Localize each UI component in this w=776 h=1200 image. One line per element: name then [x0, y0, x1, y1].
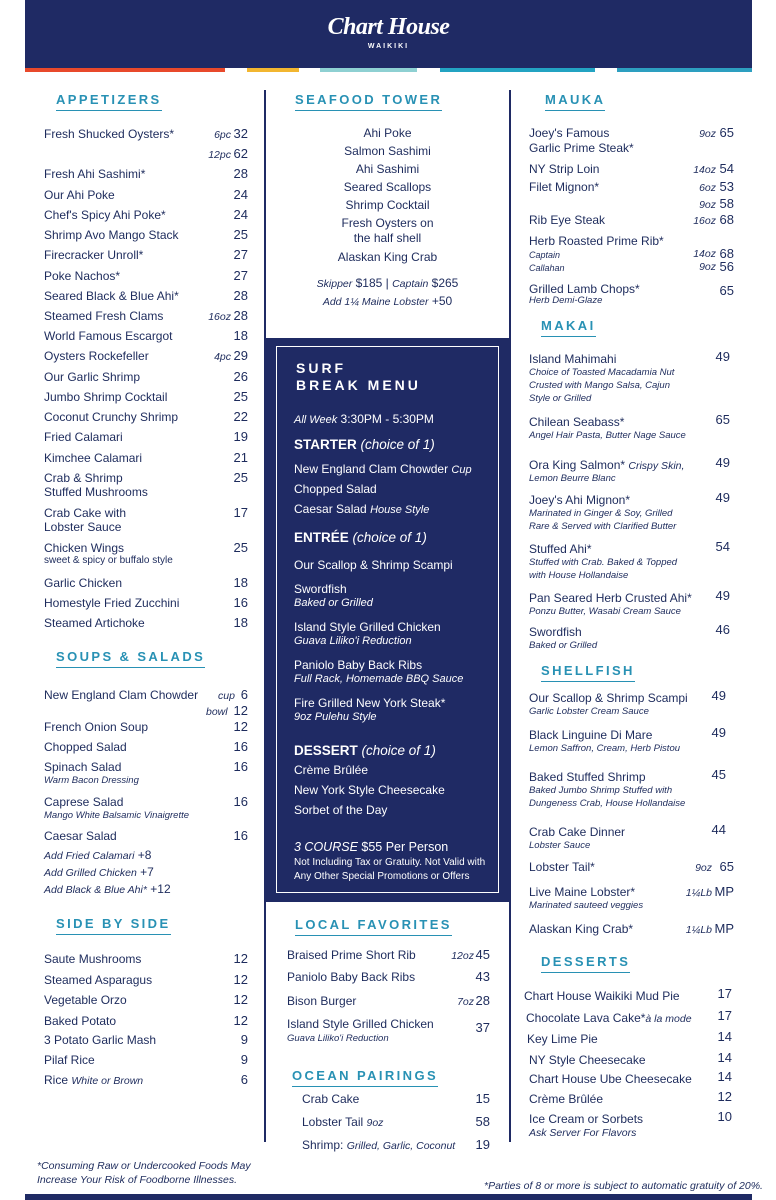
color-stripe-teal: [440, 68, 595, 72]
surf-hours: All Week 3:30PM - 5:30PM: [294, 412, 434, 426]
item-price: 16: [233, 759, 248, 774]
menu-item: [526, 1011, 692, 1026]
item-price: 27: [233, 247, 248, 262]
menu-item-name: Baked Stuffed Shrimp: [529, 770, 646, 784]
tower-item: Shrimp Cocktail: [345, 198, 430, 212]
menu-item: [529, 625, 582, 639]
brand-logo: Chart House: [327, 14, 450, 40]
item-price: 65: [719, 125, 734, 140]
menu-item-description: Warm Bacon Dressing: [44, 775, 139, 786]
color-stripe-blue: [617, 68, 752, 72]
menu-item-name: Grilled Lamb Chops*: [529, 282, 640, 296]
item-price: 21: [233, 450, 248, 465]
surf-title: SURF: [296, 360, 347, 376]
menu-item-name: Bison Burger: [287, 994, 357, 1008]
addon-name: Add Fried Calamari: [44, 850, 135, 862]
starter-item-name: New England Clam Chowder: [294, 462, 449, 476]
addon-price: +12: [150, 882, 171, 896]
entree-item-name: Fire Grilled New York Steak*: [294, 696, 446, 710]
menu-item: [529, 1072, 692, 1086]
menu-item-name: Firecracker Unroll*: [44, 248, 144, 262]
item-price: 43: [475, 969, 490, 984]
menu-item-name: Chilean Seabass*: [529, 415, 625, 429]
starter-item-note: House Style: [370, 504, 430, 516]
item-price: 12: [717, 1089, 732, 1104]
item-price: 9: [240, 1032, 248, 1047]
item-price: 12: [233, 951, 248, 966]
item-price: 12: [233, 992, 248, 1007]
size-label: 9oz: [699, 261, 716, 273]
item-price: 19: [233, 429, 248, 444]
footer-disclaimer: *Consuming Raw or Undercooked Foods May: [37, 1160, 251, 1172]
item-price: 37: [475, 1020, 490, 1035]
menu-item: [529, 493, 630, 507]
menu-item: [44, 1014, 116, 1028]
entree-item-name: Island Style Grilled Chicken: [294, 620, 441, 634]
entree-item-name: Paniolo Baby Back Ribs: [294, 658, 423, 672]
size-label: 12pc: [208, 149, 231, 161]
tower-item: Salmon Sashimi: [344, 144, 431, 158]
tower-item: Ahi Sashimi: [355, 162, 420, 176]
starter-item: [294, 482, 377, 496]
item-price: 68: [719, 246, 734, 261]
menu-item-name: Ora King Salmon*: [529, 458, 626, 472]
section-title-side-by-side: SIDE BY SIDE: [56, 916, 171, 931]
menu-item-description: Ask Server For Flavors: [529, 1127, 637, 1139]
menu-item-name: Steamed Fresh Clams: [44, 309, 164, 323]
menu-item: [529, 542, 592, 556]
addon-price: +7: [140, 865, 154, 879]
menu-item-name: Steamed Asparagus: [44, 973, 153, 987]
menu-item: [44, 1033, 156, 1047]
menu-item-name: New England Clam Chowder: [44, 688, 199, 702]
size-label: 9oz: [699, 199, 716, 211]
size-label: 6pc: [214, 129, 231, 141]
addon-item: [44, 848, 151, 863]
addon-name: Add Grilled Chicken: [44, 867, 137, 879]
size-label: 6oz: [699, 182, 716, 194]
menu-item: [44, 993, 127, 1007]
menu-item: [529, 1053, 646, 1067]
item-price: 49: [711, 725, 726, 740]
item-price: 18: [233, 615, 248, 630]
starter-item-name: Chopped Salad: [294, 482, 377, 496]
surf-break-menu-box: [266, 338, 509, 902]
menu-item-name: Garlic Chicken: [44, 576, 123, 590]
menu-item: [302, 1138, 455, 1153]
menu-item-name: NY Strip Loin: [529, 162, 600, 176]
menu-item-name: Lobster Tail*: [529, 860, 595, 874]
color-stripe-yellow: [247, 68, 299, 72]
entree-item-description: Full Rack, Homemade BBQ Sauce: [294, 673, 464, 685]
menu-item-name: Spinach Salad: [44, 760, 122, 774]
menu-item-name: Joey's Famous: [529, 126, 610, 140]
menu-item-name: Fried Calamari: [44, 430, 123, 444]
menu-item-description: Ponzu Butter, Wasabi Cream Sauce: [529, 606, 681, 617]
menu-item-name: Chopped Salad: [44, 740, 127, 754]
menu-item-name: Chocolate Lava Cake*: [526, 1011, 646, 1025]
item-price: 45: [475, 947, 490, 962]
menu-item-description: Choice of Toasted Macadamia Nut: [529, 367, 675, 378]
size-label: 9oz: [699, 128, 716, 140]
menu-item-name: Alaskan King Crab*: [529, 922, 634, 936]
item-price: 18: [233, 575, 248, 590]
menu-item-name-line2: Stuffed Mushrooms: [44, 485, 148, 499]
size-label: 9oz: [695, 862, 712, 874]
menu-item-name: Crab Cake with: [44, 506, 127, 520]
item-price: 32: [233, 126, 248, 141]
item-price: 17: [717, 1008, 732, 1023]
menu-item-name: Jumbo Shrimp Cocktail: [44, 390, 168, 404]
menu-item: [44, 973, 152, 987]
dessert-item: Sorbet of the Day: [294, 803, 388, 817]
column-divider-right: [509, 90, 511, 1142]
menu-item-name: Chart House Ube Cheesecake: [529, 1072, 692, 1086]
menu-item: [524, 989, 680, 1003]
menu-item-description: Baked or Grilled: [529, 640, 598, 651]
cut-name: Captain: [529, 250, 561, 260]
section-title-makai: MAKAI: [541, 318, 596, 333]
tower-pricing: Skipper $185 | Captain $265: [316, 276, 459, 290]
dessert-heading: DESSERT (choice of 1): [294, 743, 436, 758]
menu-item: [529, 352, 616, 366]
section-title-desserts: DESSERTS: [541, 954, 630, 969]
size-label: cup: [218, 690, 235, 702]
menu-item: [529, 1092, 603, 1106]
menu-item-name: World Famous Escargot: [44, 329, 173, 343]
menu-item-description: Style or Grilled: [529, 393, 592, 404]
menu-item-name: Crab & Shrimp: [44, 471, 123, 485]
menu-item-description: Angel Hair Pasta, Butter Nage Sauce: [529, 430, 686, 441]
item-price: 17: [717, 986, 732, 1001]
dessert-item: Crème Brûlée: [294, 763, 369, 777]
menu-item-name: Our Garlic Shrimp: [44, 370, 141, 384]
item-price: 49: [711, 688, 726, 703]
item-price: 62: [233, 146, 248, 161]
menu-item: [529, 1112, 643, 1126]
menu-item-name: Oysters Rockefeller: [44, 349, 149, 363]
item-price: MP: [714, 884, 734, 899]
menu-item-name: Caprese Salad: [44, 795, 124, 809]
section-title-local-favorites: LOCAL FAVORITES: [295, 917, 452, 932]
item-price: 9: [240, 1052, 248, 1067]
menu-item-name: Island Style Grilled Chicken: [287, 1017, 434, 1031]
menu-item-name: Ice Cream or Sorbets: [529, 1112, 644, 1126]
course-price: 3 COURSE $55 Per Person: [294, 840, 449, 854]
surf-subtitle: BREAK MENU: [296, 377, 421, 393]
menu-item-description: Grilled, Garlic, Coconut: [346, 1140, 456, 1152]
item-price: 25: [233, 470, 248, 485]
menu-item-name: Herb Roasted Prime Rib*: [529, 234, 664, 248]
menu-item-name: Coconut Crunchy Shrimp: [44, 410, 179, 424]
item-price: 46: [715, 622, 730, 637]
size-label: 7oz: [457, 996, 474, 1008]
tower-lobster-addon: Add 1¼ Maine Lobster +50: [322, 294, 453, 308]
menu-item-description: Marinated in Ginger & Soy, Grilled: [529, 508, 673, 519]
size-label: 14oz: [693, 164, 716, 176]
menu-item-name: Shrimp:: [302, 1138, 344, 1152]
item-price: 10: [717, 1109, 732, 1124]
menu-item-name: Live Maine Lobster*: [529, 885, 636, 899]
starter-heading: STARTER (choice of 1): [294, 437, 435, 452]
menu-item-name: Shrimp Avo Mango Stack: [44, 228, 179, 242]
item-price: 14: [717, 1069, 732, 1084]
item-price: 19: [475, 1137, 490, 1152]
menu-item-name: Stuffed Ahi*: [529, 542, 592, 556]
starter-item-name: Caesar Salad: [294, 502, 367, 516]
menu-item-name: Poke Nachos*: [44, 269, 121, 283]
addon-item: [44, 865, 154, 880]
menu-item-name: Crab Cake Dinner: [529, 825, 626, 839]
menu-item: [529, 591, 692, 605]
footer-bar: [25, 1194, 752, 1200]
menu-item-name: Chart House Waikiki Mud Pie: [524, 989, 680, 1003]
item-price: MP: [714, 921, 734, 936]
item-price: 65: [719, 283, 734, 298]
menu-item-name: Fresh Shucked Oysters*: [44, 127, 175, 141]
item-price: 28: [475, 993, 490, 1008]
item-price: 49: [715, 490, 730, 505]
menu-item-description: Stuffed with Crab. Baked & Topped: [529, 557, 678, 568]
addon-price: +8: [137, 848, 152, 862]
size-label: 14oz: [693, 248, 716, 260]
item-price: 12: [233, 703, 248, 718]
item-price: 6: [240, 1072, 248, 1087]
size-label: bowl: [206, 706, 228, 718]
tower-item: Ahi Poke: [363, 126, 412, 140]
menu-item-description: 9oz: [366, 1117, 384, 1129]
menu-item-name: 3 Potato Garlic Mash: [44, 1033, 157, 1047]
entree-item-name: Our Scallop & Shrimp Scampi: [294, 558, 453, 572]
footer-gratuity-note: *Parties of 8 or more is subject to automatic gratuity of 20%.: [484, 1180, 763, 1192]
dessert-item: New York Style Cheesecake: [294, 783, 445, 797]
item-price: 15: [475, 1091, 490, 1106]
menu-item-name: Braised Prime Short Rib: [287, 948, 416, 962]
menu-item-name: Rib Eye Steak: [529, 213, 606, 227]
item-price: 18: [233, 328, 248, 343]
menu-item-name: Steamed Artichoke: [44, 616, 145, 630]
item-price: 53: [719, 179, 734, 194]
menu-item-name: Filet Mignon*: [529, 180, 600, 194]
menu-item-name: Vegetable Orzo: [44, 993, 127, 1007]
addon-item: [44, 882, 171, 897]
section-title-mauka: MAUKA: [545, 92, 605, 107]
size-label: 16oz: [208, 311, 231, 323]
menu-item-name: Joey's Ahi Mignon*: [529, 493, 631, 507]
menu-header: [25, 0, 752, 68]
menu-item-description: White or Brown: [71, 1075, 144, 1087]
menu-item-description: Rare & Served with Clarified Butter: [529, 521, 677, 532]
item-price: 68: [719, 212, 734, 227]
menu-item: [529, 415, 624, 429]
menu-item-description: Lobster Sauce: [529, 840, 591, 851]
item-price: 29: [233, 348, 248, 363]
cut-name: Callahan: [529, 263, 565, 273]
menu-item-name: Chicken Wings: [44, 541, 125, 555]
item-price: 25: [233, 227, 248, 242]
menu-item: [527, 1032, 598, 1046]
item-price: 12: [233, 972, 248, 987]
section-title-ocean-pairings: OCEAN PAIRINGS: [292, 1068, 438, 1083]
item-price: 22: [233, 409, 248, 424]
menu-item-description: with House Hollandaise: [529, 570, 629, 581]
starter-item: [294, 502, 429, 516]
menu-item-name: Our Ahi Poke: [44, 188, 115, 202]
menu-item-name: NY Style Cheesecake: [529, 1053, 646, 1067]
menu-item-name: Black Linguine Di Mare: [529, 728, 653, 742]
section-title-soups-salads: SOUPS & SALADS: [56, 649, 205, 664]
starter-item-note: Cup: [451, 464, 472, 476]
item-price: 27: [233, 268, 248, 283]
item-price: 16: [233, 739, 248, 754]
starter-item: [294, 462, 472, 476]
menu-item-name: Pilaf Rice: [44, 1053, 95, 1067]
section-title-appetizers: APPETIZERS: [56, 92, 162, 107]
item-price: 12: [233, 719, 248, 734]
entree-item-description: Baked or Grilled: [294, 597, 373, 609]
menu-item-name: Chef's Spicy Ahi Poke*: [44, 208, 166, 222]
size-label: 12oz: [451, 950, 474, 962]
section-title-seafood-tower: SEAFOOD TOWER: [295, 92, 442, 107]
item-price: 49: [715, 349, 730, 364]
menu-item-name: French Onion Soup: [44, 720, 149, 734]
menu-item-name: Island Mahimahi: [529, 352, 617, 366]
menu-item-name: Swordfish: [529, 625, 582, 639]
tower-item: Fresh Oysters on: [341, 216, 434, 230]
menu-item-note: à la mode: [645, 1013, 692, 1025]
menu-item-name-line2: Garlic Prime Steak*: [529, 141, 634, 155]
menu-item: [44, 952, 141, 966]
menu-item-name: Our Scallop & Shrimp Scampi: [529, 691, 688, 705]
entree-item-description: 9oz Pulehu Style: [294, 711, 377, 723]
menu-item-name: Crème Brûlée: [529, 1092, 604, 1106]
item-price: 14: [717, 1029, 732, 1044]
item-price: 16: [233, 595, 248, 610]
menu-item-description: Crusted with Mango Salsa, Cajun: [529, 380, 670, 391]
tower-item: Seared Scallops: [343, 180, 432, 194]
item-price: 28: [233, 166, 248, 181]
menu-item-name: Key Lime Pie: [527, 1032, 598, 1046]
item-price: 44: [711, 822, 726, 837]
item-price: 28: [233, 308, 248, 323]
item-price: 65: [719, 859, 734, 874]
menu-item-description: Mango White Balsamic Vinaigrette: [44, 810, 190, 821]
menu-item-name: Rice: [44, 1073, 69, 1087]
item-price: 16: [233, 794, 248, 809]
size-label: 16oz: [693, 215, 716, 227]
menu-item: [44, 1053, 95, 1067]
menu-item-note: Crispy Skin,: [628, 460, 685, 472]
menu-item-description: Herb Demi-Glaze: [529, 295, 603, 306]
item-price: 24: [233, 207, 248, 222]
item-price: 14: [717, 1050, 732, 1065]
section-title-shellfish: SHELLFISH: [541, 663, 635, 678]
menu-item-description: Guava Liliko'i Reduction: [287, 1033, 389, 1044]
brand-location: WAIKIKI: [367, 43, 410, 50]
item-price: 25: [233, 389, 248, 404]
item-price: 16: [233, 828, 248, 843]
item-price: 28: [233, 288, 248, 303]
item-price: 65: [715, 412, 730, 427]
menu-item-description: Marinated sauteed veggies: [529, 900, 644, 911]
item-price: 45: [711, 767, 726, 782]
menu-item-description: Lemon Beurre Blanc: [529, 473, 616, 484]
entree-heading: ENTRÉE (choice of 1): [294, 530, 427, 545]
footer-disclaimer: Increase Your Risk of Foodborne Illnesses.: [37, 1174, 237, 1186]
item-price: 58: [475, 1114, 490, 1129]
tower-item: the half shell: [353, 231, 422, 245]
menu-item: [44, 1073, 143, 1088]
menu-item-name: Paniolo Baby Back Ribs: [287, 970, 416, 984]
item-price: 54: [715, 539, 730, 554]
item-price: 26: [233, 369, 248, 384]
menu-item: [529, 458, 684, 473]
menu-item-name: Homestyle Fried Zucchini: [44, 596, 180, 610]
menu-item-name: Fresh Ahi Sashimi*: [44, 167, 146, 181]
surf-note: Not Including Tax or Gratuity. Not Valid with: [294, 857, 486, 868]
entree-item-description: Guava Liliko'i Reduction: [294, 635, 412, 647]
item-price: 56: [719, 259, 734, 274]
menu-item-name: Caesar Salad: [44, 829, 117, 843]
color-stripe-aqua: [320, 68, 417, 72]
menu-item: [302, 1092, 359, 1106]
size-label: 1¼Lb: [685, 924, 712, 936]
item-price: 25: [233, 540, 248, 555]
color-stripe-red: [25, 68, 225, 72]
menu-item-name: Saute Mushrooms: [44, 952, 142, 966]
item-price: 54: [719, 161, 734, 176]
item-price: 49: [715, 455, 730, 470]
menu-item-name: Pan Seared Herb Crusted Ahi*: [529, 591, 692, 605]
menu-item-name: Seared Black & Blue Ahi*: [44, 289, 179, 303]
item-price: 12: [233, 1013, 248, 1028]
item-price: 6: [240, 687, 248, 702]
menu-item-name: Lobster Tail: [302, 1115, 364, 1129]
item-price: 24: [233, 187, 248, 202]
size-label: 1¼Lb: [685, 887, 712, 899]
menu-item-name: Baked Potato: [44, 1014, 117, 1028]
menu-item-description: Baked Jumbo Shrimp Stuffed with: [529, 785, 673, 796]
menu-item-name-line2: Lobster Sauce: [44, 520, 122, 534]
surf-note: Any Other Special Promotions or Offers: [294, 871, 470, 882]
menu-item-name: Kimchee Calamari: [44, 451, 143, 465]
menu-item-description: Garlic Lobster Cream Sauce: [529, 706, 649, 717]
item-price: 17: [233, 505, 248, 520]
addon-name: Add Black & Blue Ahi*: [44, 884, 147, 896]
menu-item-name-line2: sweet & spicy or buffalo style: [44, 555, 173, 566]
item-price: 58: [719, 196, 734, 211]
menu-item-name: Crab Cake: [302, 1092, 360, 1106]
item-price: 49: [715, 588, 730, 603]
size-label: 4pc: [214, 351, 231, 363]
menu-item-description: Lemon Saffron, Cream, Herb Pistou: [529, 743, 681, 754]
tower-item: Alaskan King Crab: [337, 250, 438, 264]
entree-item-name: Swordfish: [294, 582, 347, 596]
menu-item-description: Dungeness Crab, House Hollandaise: [529, 798, 686, 809]
menu-item: [302, 1115, 383, 1130]
